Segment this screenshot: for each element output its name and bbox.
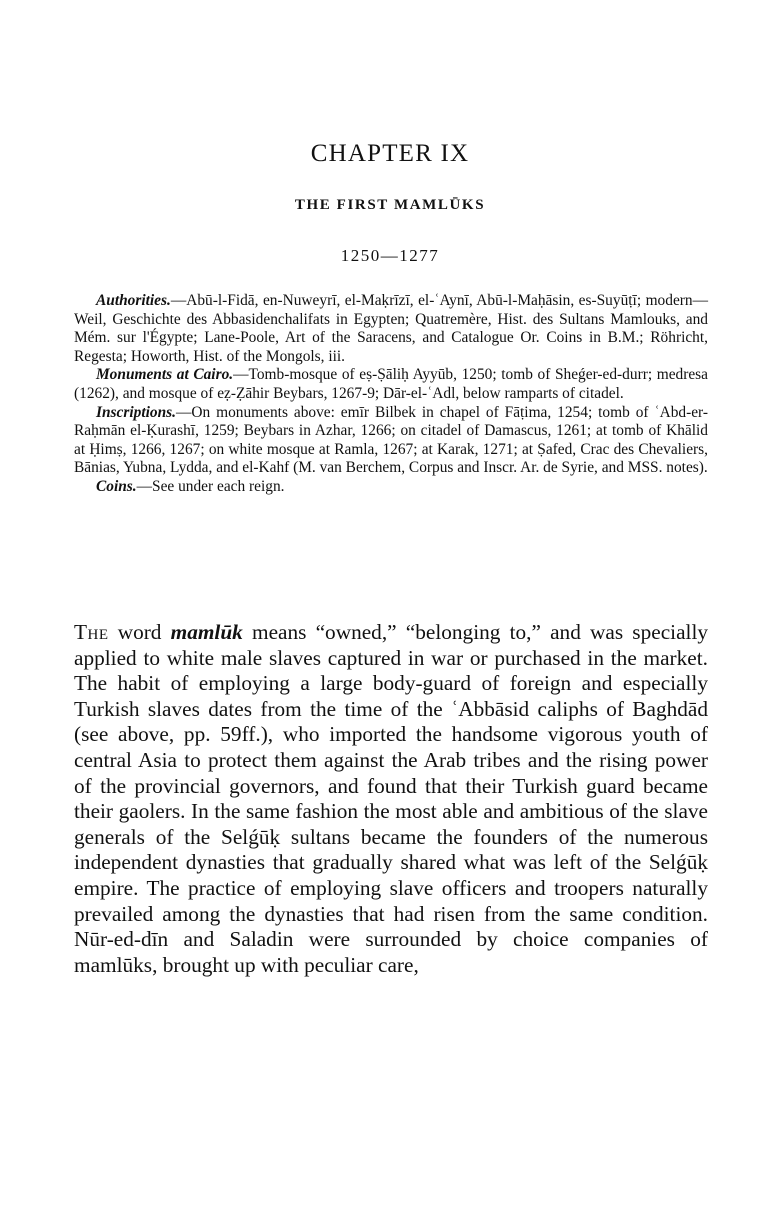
note-label: Coins. — [96, 477, 137, 495]
chapter-heading: CHAPTER IX — [310, 140, 470, 167]
note-monuments — [74, 366, 708, 403]
body-text-start: word — [108, 620, 171, 644]
note-label: Authorities. — [96, 292, 171, 309]
note-label: Inscriptions. — [96, 403, 176, 421]
lead-word: The — [74, 620, 109, 644]
defined-term: mamlūk — [170, 620, 243, 644]
chapter-title: THE FIRST MAMLŪKS — [294, 197, 486, 213]
note-coins — [74, 478, 708, 497]
bibliographic-notes — [74, 292, 708, 497]
body-paragraph — [74, 620, 708, 978]
note-text: —Abū-l-Fidā, en-Nuweyrī, el-Maḳrīzī, el-ʿAynī, Abū-l-Maḥāsin, es-Suyūṭī; modern—Weil, Geschichte des Abbasidenchalifats in Egypten; Quatremère, Hist. des Sultans Mamlouks, and Mém. sur l'Égypte; Lane-Poole, Art of the Saracens, and Catalogue Or. Coins in B.M.; Röhricht, Regesta; Howorth, Hist. of the Mongols, iii. — [74, 292, 708, 365]
chapter-date-range: 1250—1277 — [340, 246, 440, 265]
note-inscriptions — [74, 404, 708, 478]
note-label: Monuments at Cairo. — [96, 366, 234, 384]
note-text: —Tomb-mosque of eṣ-Ṣāliḥ Ayyūb, 1250; tomb of Sheǵer-ed-durr; medresa (1262), and mosque of eẓ-Ẓāhir Beybars, 1267-9; Dār-el-ʿAdl, below ramparts of citadel. — [74, 366, 708, 402]
body-text-rest: means “owned,” “belonging to,” and was specially applied to white male slaves captured in war or purchased in the market. The habit of employing a large body-guard of foreign and especially Turkish slaves dates from the time of the ʿAbbāsid caliphs of Baghdād (see above, pp. 59ff.), who imported the handsome vigorous youth of central Asia to protect them against the Arab tribes and the rising power of the provincial governors, and found that their Turkish guard became their gaolers. In the same fashion the most able and ambitious of the slave generals of the Selǵūḳ sultans became the founders of the numerous independent dynasties that gradually shared what was left of the Selǵūḳ empire. The practice of employing slave officers and troopers naturally prevailed among the dynasties that had risen from the same condition. Nūr-ed-dīn and Saladin were surrounded by choice companies of mamlūks, brought up with peculiar care, — [74, 620, 709, 977]
note-text: —On monuments above: emīr Bilbek in chapel of Fāṭima, 1254; tomb of ʿAbd-er-Raḥmān el-Ḳurashī, 1259; Beybars in Azhar, 1266; on citadel of Damascus, 1261; at tomb of Khālid at Ḥimṣ, 1266, 1267; on white mosque at Ramla, 1267; at Karak, 1271; at Ṣafed, Crac des Chevaliers, Bānias, Yubna, Lydda, and el-Kahf (M. van Berchem, Corpus and Inscr. Ar. de Syrie, and MSS. notes). — [74, 403, 708, 477]
note-authorities — [74, 292, 708, 366]
note-text: —See under each reign. — [136, 477, 285, 495]
